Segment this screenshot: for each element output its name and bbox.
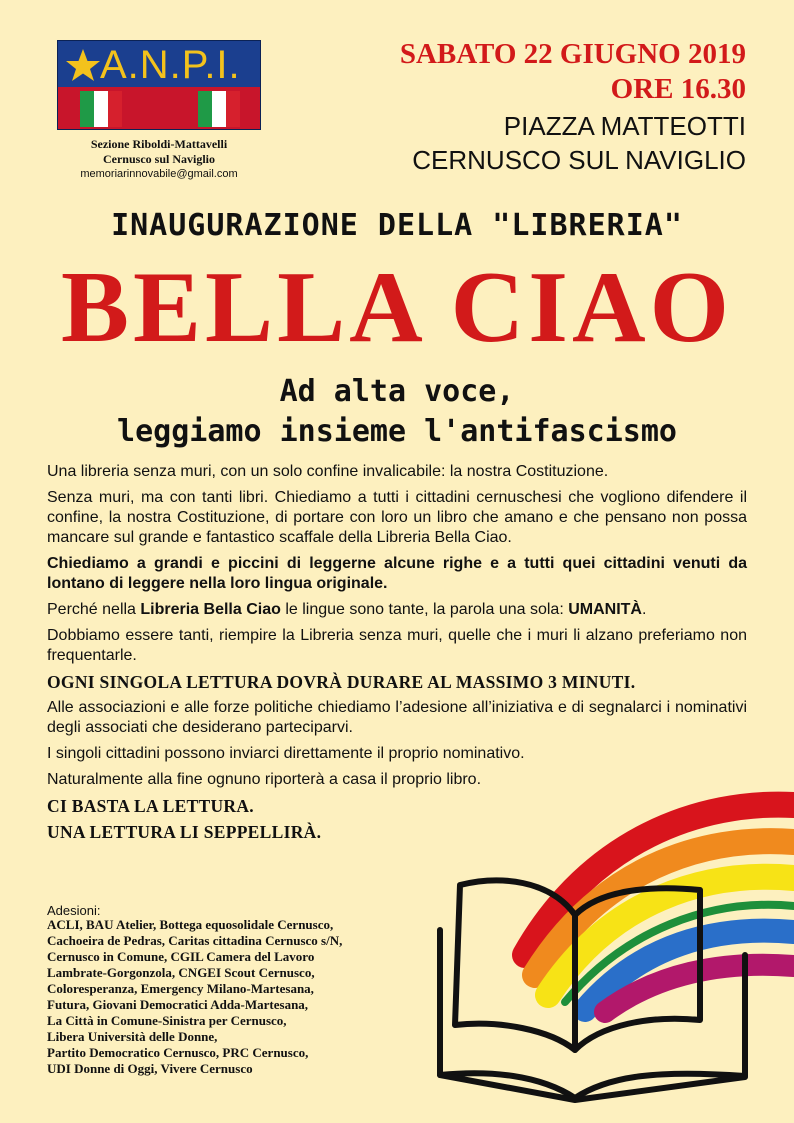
italian-flag-icon xyxy=(198,91,240,127)
adhesion-line: ACLI, BAU Atelier, Bottega equosolidale Cernusco, xyxy=(47,917,334,932)
rainbow-graphic xyxy=(525,805,794,1012)
paragraph-bold: Chiediamo a grandi e piccini di leggerne alcune righe e a tutti quei cittadini venuti da lontano di leggere nella loro lingua originale. xyxy=(47,555,747,592)
event-place: PIAZZA MATTEOTTI xyxy=(503,111,746,141)
slogan-2: UNA LETTURA LI SEPPELLIRÀ. xyxy=(47,822,322,842)
paragraph: I singoli cittadini possono inviarci direttamente il proprio nominativo. xyxy=(47,745,525,762)
subtitle-line-2: leggiamo insieme l'antifascismo xyxy=(117,414,677,449)
event-date: SABATO 22 GIUGNO 2019 xyxy=(399,38,746,70)
italian-flag-icon xyxy=(80,91,122,127)
subtitle-line-1: Ad alta voce, xyxy=(279,374,515,409)
paragraph xyxy=(47,600,747,620)
main-title: BELLA CIAO xyxy=(60,251,734,364)
adhesion-line: Cernusco in Comune, CGIL Camera del Lavoro xyxy=(47,949,315,964)
org-email: memoriarinnovabile@gmail.com xyxy=(80,168,238,180)
adhesion-line: Lambrate-Gorgonzola, CNGEI Scout Cernusco, xyxy=(47,965,315,980)
text-run: . xyxy=(641,601,647,618)
paragraph: Una libreria senza muri, con un solo confine invalicabile: la nostra Costituzione. xyxy=(47,463,609,480)
adhesion-line: Futura, Giovani Democratici Adda-Martesana, xyxy=(47,997,309,1012)
adhesion-line: La Città in Comune-Sinistra per Cernusco, xyxy=(47,1013,287,1028)
paragraph: Naturalmente alla fine ognuno riporterà a casa il proprio libro. xyxy=(47,771,482,788)
adhesion-line: Coloresperanza, Emergency Milano-Martesana, xyxy=(47,981,314,996)
anpi-logo xyxy=(57,40,261,130)
reading-rule: OGNI SINGOLA LETTURA DOVRÀ DURARE AL MASSIMO 3 MINUTI. xyxy=(47,672,636,692)
text-run-bold: UMANITÀ xyxy=(568,601,642,618)
logo-flag-band xyxy=(58,87,261,130)
star-icon xyxy=(62,43,104,87)
adhesions-title: Adesioni: xyxy=(47,903,101,918)
text-run: Perché nella xyxy=(47,601,141,618)
book-rainbow-illustration xyxy=(400,780,794,1110)
event-time: ORE 16.30 xyxy=(610,73,746,105)
inauguration-heading: INAUGURAZIONE DELLA "LIBRERIA" xyxy=(111,208,683,243)
adhesions-list xyxy=(47,917,417,1077)
org-town: Cernusco sul Naviglio xyxy=(102,152,215,166)
adhesion-line: Libera Università delle Donne, xyxy=(47,1029,218,1044)
org-section: Sezione Riboldi-Mattavelli xyxy=(90,137,228,151)
adhesion-line: UDI Donne di Oggi, Vivere Cernusco xyxy=(47,1061,253,1076)
text-run-bold: Libreria Bella Ciao xyxy=(140,601,281,618)
adhesion-line: Cachoeira de Pedras, Caritas cittadina Cernusco s/N, xyxy=(47,933,343,948)
paragraph: Dobbiamo essere tanti, riempire la Libreria senza muri, quelle che i muri li alzano preferiamo non frequentarle. xyxy=(47,627,747,664)
adhesion-line: Partito Democratico Cernusco, PRC Cernusco, xyxy=(47,1045,309,1060)
event-city: CERNUSCO SUL NAVIGLIO xyxy=(412,145,746,175)
paragraph: Senza muri, ma con tanti libri. Chiediamo a tutti i cittadini cernuschesi che vogliono difendere il confine, la nostra Costituzione, di portare con loro un libro che amano e che pensano non possa mancare sul grande e fantastico scaffale della Libreria Bella Ciao. xyxy=(47,489,747,546)
slogan-1: CI BASTA LA LETTURA. xyxy=(47,796,254,816)
text-run: le lingue sono tante, la parola una sola: xyxy=(280,601,569,618)
logo-text: A.N.P.I. xyxy=(100,43,241,87)
paragraph: Alle associazioni e alle forze politiche chiediamo l’adesione all’iniziativa e di segnalarci i nominativi degli associati che desiderano parteciparvi. xyxy=(47,699,747,736)
